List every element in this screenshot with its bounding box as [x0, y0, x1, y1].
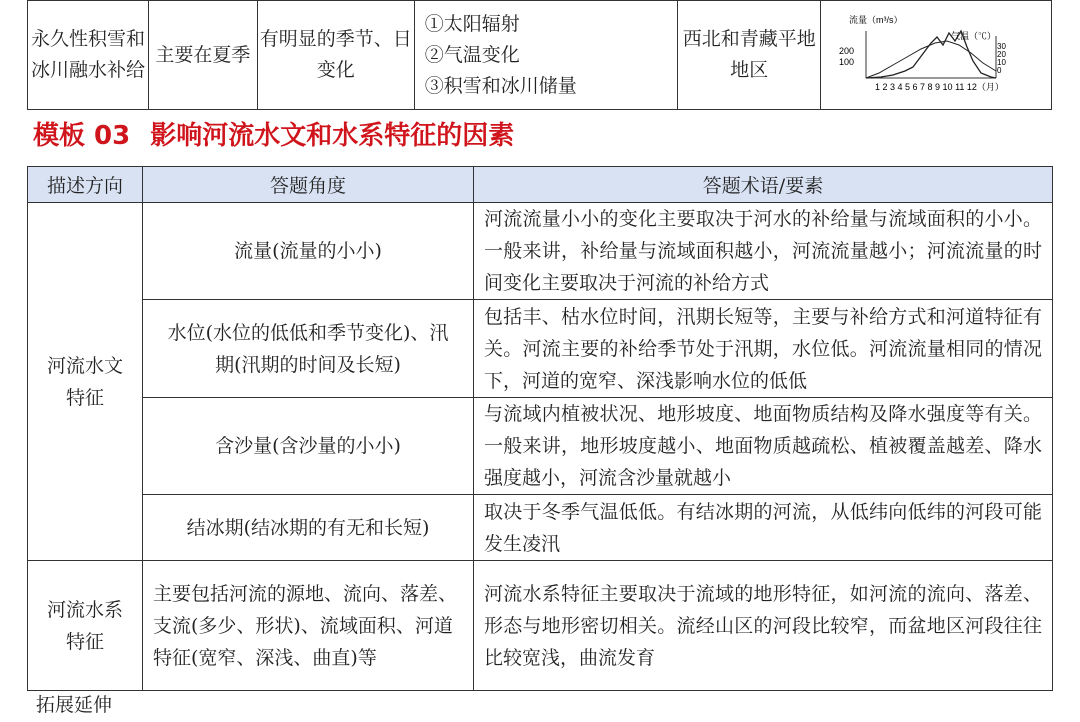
- table-row: [28, 561, 1053, 691]
- group-label: 河流水系特征: [28, 561, 143, 691]
- hydrograph-chart: [821, 1, 1045, 99]
- temperature-curve: [866, 41, 996, 78]
- angle-cell: 主要包括河流的源地、流向、落差、支流(多少、形状)、流域面积、河道特征(宽窄、深浅、曲直)等: [143, 561, 474, 691]
- template-number: 模板 03: [33, 121, 131, 151]
- angle-cell: 含沙量(含沙量的小小): [143, 398, 474, 495]
- table-row: [28, 1, 1052, 110]
- table-row: [28, 398, 1053, 495]
- angle-cell: 结冰期(结冰期的有无和长短): [143, 495, 474, 561]
- extension-label: 拓展延伸: [36, 694, 113, 716]
- template-title: 影响河流水文和水系特征的因素: [150, 121, 515, 151]
- factor-item: ①太阳辐射: [424, 12, 520, 35]
- supply-type-cell: 永久性积雪和冰川融水补给: [28, 1, 149, 110]
- terms-cell: 河流水系特征主要取决于流域的地形特征，如河流的流向、落差、形态与地形密切相关。流经山区的河段比较窄，而盆地区河段往往比较宽浅，曲流发育: [474, 561, 1053, 691]
- column-header: 答题术语/要素: [474, 167, 1053, 203]
- section-heading: [33, 115, 514, 152]
- angle-cell: 水位(水位的低低和季节变化)、汛期(汛期的时间及长短): [143, 300, 474, 398]
- table-row: [28, 203, 1053, 300]
- season-cell: 主要在夏季: [149, 1, 258, 110]
- factor-item: ②气温变化: [424, 43, 520, 66]
- variation-cell: 有明显的季节、日变化: [257, 1, 414, 110]
- angle-cell: 流量(流量的小小): [143, 203, 474, 300]
- column-header: 描述方向: [28, 167, 143, 203]
- temp-tick: 20: [997, 50, 1006, 59]
- x-ticks: 1 2 3 4 5 6 7 8 9 10 11 12（月）: [875, 82, 1005, 92]
- temp-label: 气温（℃）: [951, 31, 997, 41]
- factors-cell: [414, 1, 678, 110]
- table-row: [28, 495, 1053, 561]
- terms-cell: 取决于冬季气温低低。有结冰期的河流，从低纬向低纬的河段可能发生凌汛: [474, 495, 1053, 561]
- supply-table-fragment: [27, 0, 1052, 110]
- hydrology-factors-table: [27, 166, 1053, 691]
- terms-cell: 与流域内植被状况、地形坡度、地面物质结构及降水强度等有关。一般来讲，地形坡度越小、地面物质越疏松、植被覆盖越差、降水强度越小，河流含沙量就越小: [474, 398, 1053, 495]
- table-header-row: [28, 167, 1053, 203]
- hydrograph-cell: [821, 1, 1052, 110]
- flow-label: 流量（m³/s）: [849, 15, 903, 25]
- table-row: [28, 300, 1053, 398]
- factor-item: ③积雪和冰川储量: [424, 74, 577, 97]
- region-cell: 西北和青藏平地地区: [678, 1, 821, 110]
- y-tick: 100: [839, 57, 855, 67]
- y-tick: 200: [839, 46, 855, 56]
- temp-tick: 30: [997, 42, 1006, 51]
- terms-cell: 河流流量小小的变化主要取决于河水的补给量与流域面积的小小。一般来讲，补给量与流域面积越小，河流流量越小；河流流量的时间变化主要取决于河流的补给方式: [474, 203, 1053, 300]
- temp-tick: 10: [997, 58, 1006, 67]
- temp-tick: 0: [997, 66, 1002, 75]
- terms-cell: 包括丰、枯水位时间，汛期长短等，主要与补给方式和河道特征有关。河流主要的补给季节处于汛期，水位低。河流流量相同的情况下，河道的宽窄、深浅影响水位的低低: [474, 300, 1053, 398]
- column-header: 答题角度: [143, 167, 474, 203]
- group-label: 河流水文特征: [28, 203, 143, 561]
